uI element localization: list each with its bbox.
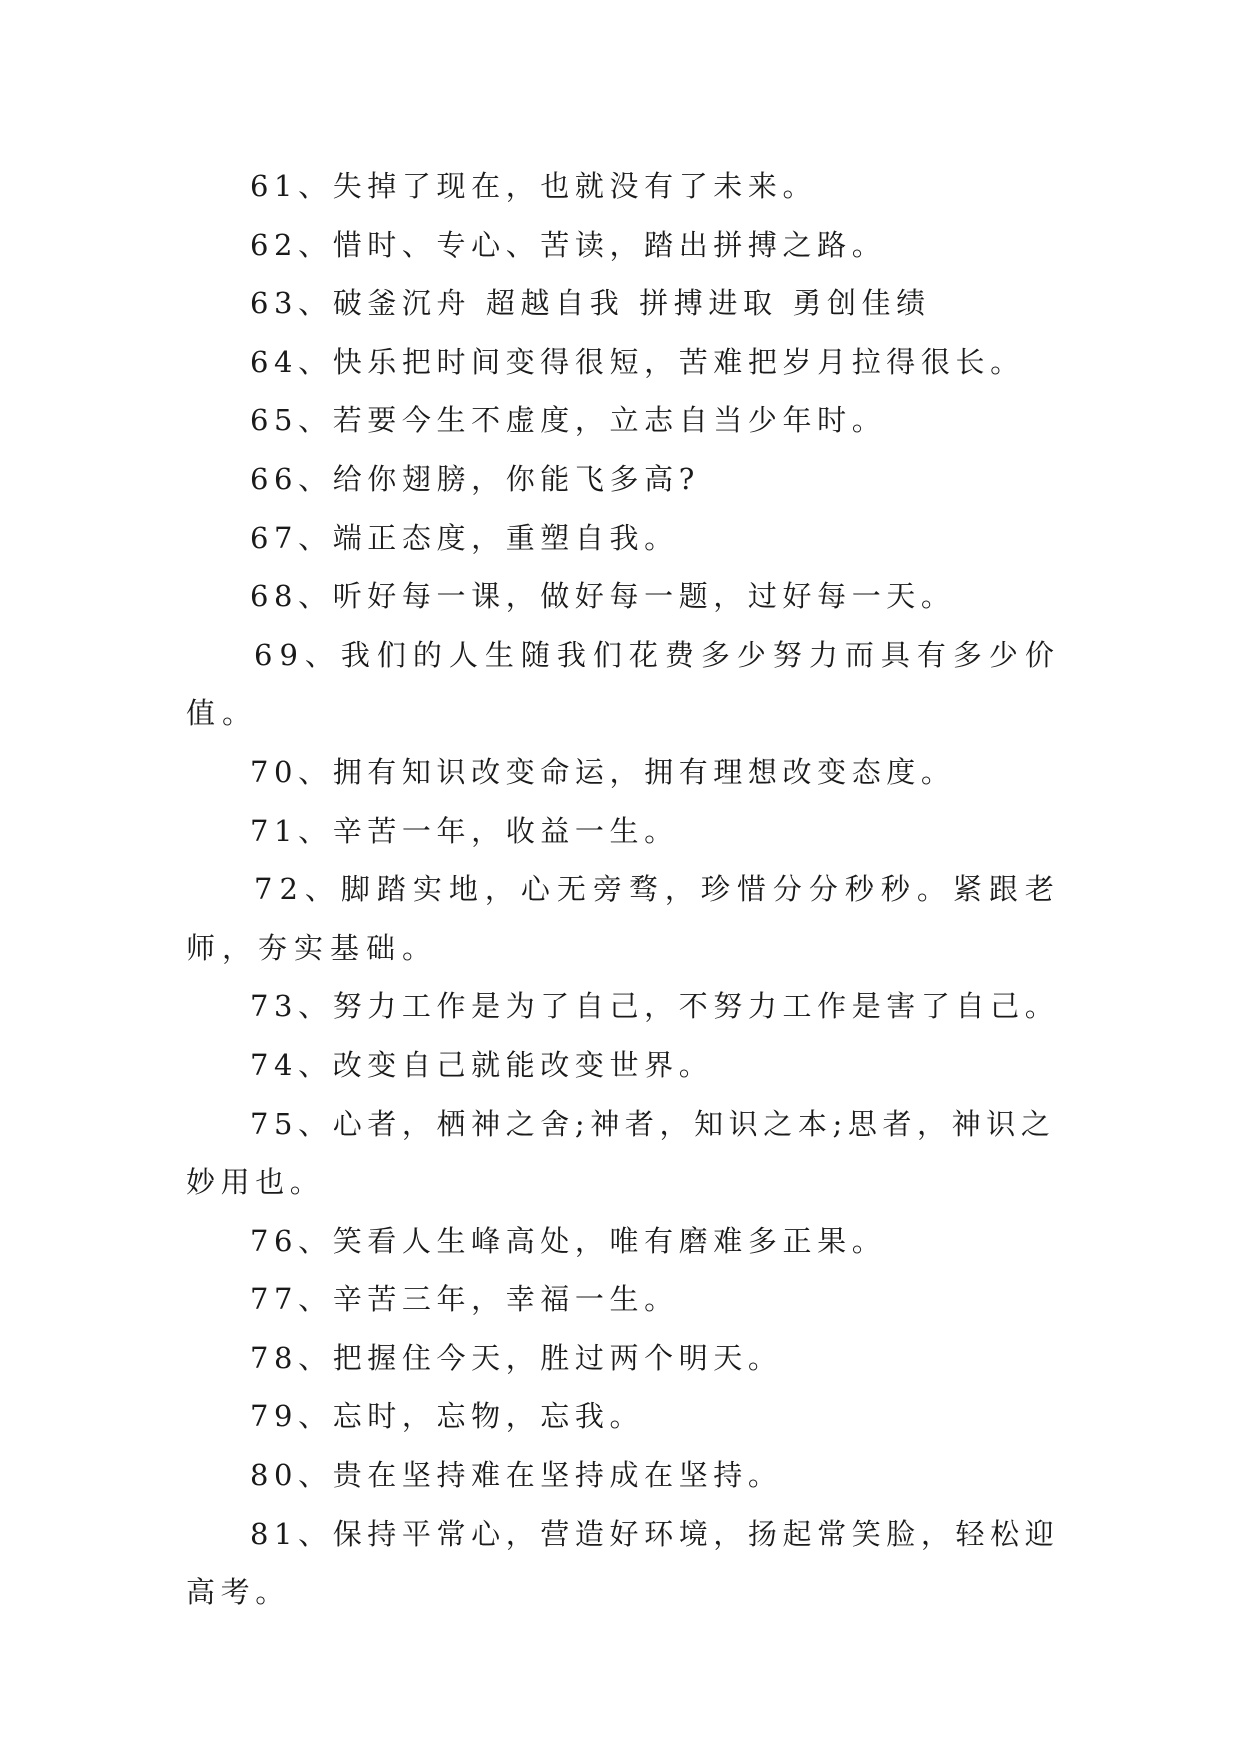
paragraph-79: 79、忘时，忘物，忘我。 bbox=[250, 1399, 645, 1434]
paragraph-67: 67、端正态度，重塑自我。 bbox=[250, 520, 679, 555]
paragraph-81: 81、保持平常心，营造好环境，扬起常笑脸，轻松迎高考。 bbox=[186, 1516, 1060, 1610]
paragraph-78: 78、把握住今天，胜过两个明天。 bbox=[250, 1340, 783, 1375]
paragraph-74: 74、改变自己就能改变世界。 bbox=[250, 1047, 714, 1082]
paragraph-65: 65、若要今生不虚度，立志自当少年时。 bbox=[250, 403, 887, 438]
paragraph-69: 69、我们的人生随我们花费多少努力而具有多少价值。 bbox=[186, 637, 1061, 731]
paragraph-80: 80、贵在坚持难在坚持成在坚持。 bbox=[250, 1458, 783, 1493]
paragraph-76: 76、笑看人生峰高处，唯有磨难多正果。 bbox=[250, 1223, 887, 1258]
paragraph-61: 61、失掉了现在，也就没有了未来。 bbox=[250, 169, 818, 203]
paragraph-63: 63、破釜沉舟 超越自我 拼搏进取 勇创佳绩 bbox=[250, 286, 931, 321]
paragraph-62: 62、惜时、专心、苦读，踏出拼搏之路。 bbox=[250, 227, 887, 262]
paragraph-75: 75、心者，栖神之舍;神者，知识之本;思者，神识之妙用也。 bbox=[186, 1106, 1056, 1200]
paragraph-73: 73、努力工作是为了自己，不努力工作是害了自己。 bbox=[250, 989, 1060, 1024]
paragraph-77: 77、辛苦三年，幸福一生。 bbox=[250, 1282, 679, 1317]
paragraph-72: 72、脚踏实地，心无旁骛，珍惜分分秒秒。紧跟老师，夯实基础。 bbox=[186, 872, 1061, 965]
paragraph-66: 66、给你翅膀，你能飞多高? bbox=[250, 461, 700, 496]
paragraph-68: 68、听好每一课，做好每一题，过好每一天。 bbox=[250, 579, 956, 614]
paragraph-71: 71、辛苦一年，收益一生。 bbox=[250, 813, 679, 848]
document-body bbox=[186, 157, 1066, 1622]
paragraph-70: 70、拥有知识改变命运，拥有理想改变态度。 bbox=[250, 754, 956, 789]
paragraph-64: 64、快乐把时间变得很短，苦难把岁月拉得很长。 bbox=[250, 344, 1025, 379]
